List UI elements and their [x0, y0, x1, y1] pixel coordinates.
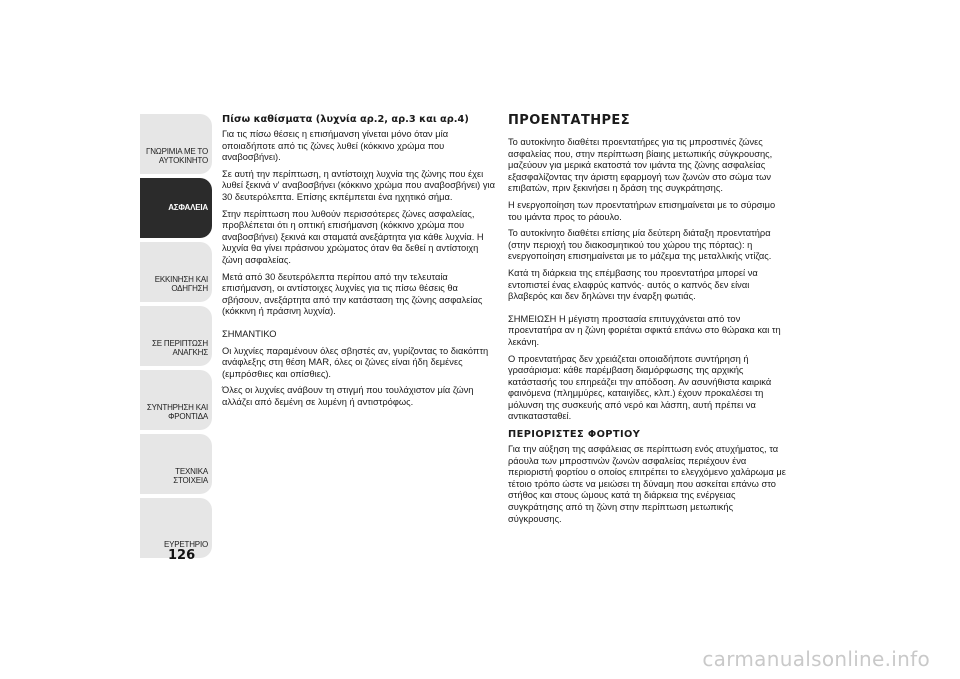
paragraph: Το αυτοκίνητο διαθέτει επίσης μία δεύτερη διάταξη προεντατήρα (στην περιοχή του διακοσμητικού του χώρου της πόρτας): η ενεργοποίηση επισημαίνεται με το μάζεμα της μεταλλικής ντίζας.	[508, 228, 772, 262]
watermark: carmanualsonline.info	[702, 647, 930, 671]
paragraph: Μετά από 30 δευτερόλεπτα περίπου από την τελευταία επισήμανση, οι αντίστοιχες λυχνίες για τις πίσω θέσεις θα σβήσουν, ανεξάρτητα από την κατάσταση της ζώνης ασφαλείας (κόκκινη ή πράσινη λυχνία).	[222, 271, 483, 317]
chapter-tab-label: ΑΣΦΑΛΕΙΑ	[168, 203, 208, 213]
chapter-tab-label: ΕΚΚΙΝΗΣΗ ΚΑΙ ΟΔΗΓΗΣΗ	[154, 274, 208, 294]
right-column	[508, 113, 786, 530]
paragraph: Το αυτοκίνητο διαθέτει προεντατήρες για τις μπροστινές ζώνες ασφαλείας που, στην περίπτωση βίαιης μετωπικής σύγκρουσης, μαζεύουν για μερικά εκατοστά τον ιμάντα της ζώνης ασφαλείας εξασφαλίζοντας την άριστη εφαρμογή των ζωνών στο σώμα των επιβατών, πριν ξεκινήσει η δράση της συγκράτησης.	[508, 137, 773, 194]
chapter-tab-starting-driving[interactable]	[140, 242, 212, 302]
paragraph: ΣΗΜΕΙΩΣΗ Η μέγιστη προστασία επιτυγχάνεται από τον προεντατήρα αν η ζώνη φοριέται σφικτά επάνω στο θώρακα και τη λεκάνη.	[508, 313, 781, 347]
chapter-tab-label: ΓΝΩΡΙΜΙΑ ΜΕ ΤΟ ΑΥΤΟΚΙΝΗΤΟ	[146, 146, 208, 166]
paragraph: Σε αυτή την περίπτωση, η αντίστοιχη λυχνία της ζώνης που έχει λυθεί ξεκινά ν' αναβοσβήνει (κόκκινο χρώμα που αναβοσβήνει) για 30 δευτερόλεπτα. Επίσης εκπέμπεται ένα ηχητικό σήμα.	[222, 168, 495, 202]
pretensioners-heading: ΠΡΟΕΝΤΑΤΗΡΕΣ	[508, 113, 630, 128]
paragraph: Στην περίπτωση που λυθούν περισσότερες ζώνες ασφαλείας, προβλέπεται ότι η οπτική επισήμανση (κόκκινο χρώμα που αναβοσβήνει) ξεκινά και σταματά ανεξάρτητα για κάθε λυχνία. Η λυχνία θα γίνει πράσινου χρώματος όταν θα δεθεί η αντίστοιχη ζώνη ασφαλείας.	[222, 208, 484, 265]
load-limiters-heading: ΠΕΡΙΟΡΙΣΤΕΣ ΦΟΡΤΙΟΥ	[508, 429, 641, 441]
important-note-label: ΣΗΜΑΝΤΙΚΟ	[222, 328, 277, 339]
chapter-tab-maintenance[interactable]	[140, 370, 212, 430]
paragraph: Ο προεντατήρας δεν χρειάζεται οποιαδήποτε συντήρηση ή γρασάρισμα: κάθε παρέμβαση διαμόρφωσης της αρχικής κατάστασής του επηρεάζει την απόδοση. Αν ασυνήθιστα καιρικά φαινόμενα (πλημμύρες, καταιγίδες, κλπ.) έχουν προκαλέσει τη μόλυνση της συσκευής από νερό και λάσπη, αυτή πρέπει να αντικατασταθεί.	[508, 353, 772, 422]
paragraph: Η ενεργοποίηση των προεντατήρων επισημαίνεται με το σύρσιμο του ιμάντα προς το ράουλο.	[508, 199, 776, 222]
paragraph: Για την αύξηση της ασφάλειας σε περίπτωση ενός ατυχήματος, τα ράουλα των μπροστινών ζωνών ασφαλείας περιέχουν ένα περιοριστή φορτίου ο οποίος επιτρέπει το ελεγχόμενο χαλάρωμα με τέτοιο τρόπο ώστε να μειώσει τη δύναμη που ασκείται επάνω στο στήθος και στους ώμους κατά τη διάρκεια της ενέργειας συγκράτησης από τη ζώνη στην περίπτωση μετωπικής σύγκρουσης.	[508, 444, 786, 524]
chapter-tab-label: ΣΕ ΠΕΡΙΠΤΩΣΗ ΑΝΑΓΚΗΣ	[152, 338, 208, 358]
chapter-tab-technical-data[interactable]	[140, 434, 212, 494]
paragraph: Κατά τη διάρκεια της επέμβασης του προεντατήρα μπορεί να εντοπιστεί ένας ελαφρύς καπνός· αυτός ο καπνός δεν είναι βλαβερός και δεν δηλώνει την έναρξη φωτιάς.	[508, 267, 758, 302]
chapter-tab-label: ΤΕΧΝΙΚΑ ΣΤΟΙΧΕΙΑ	[173, 466, 208, 486]
paragraph: Για τις πίσω θέσεις η επισήμανση γίνεται μόνο όταν μία οποιαδήποτε από τις ζώνες λυθεί (κόκκινο χρώμα που αναβοσβήνει).	[222, 129, 449, 163]
left-column	[222, 113, 496, 413]
page-number: 126	[168, 548, 196, 563]
chapter-tab-safety[interactable]	[140, 178, 212, 238]
paragraph: Όλες οι λυχνίες ανάβουν τη στιγμή που τουλάχιστον μία ζώνη αλλάζει από δεμένη σε λυμένη ή αντιστρόφως.	[222, 385, 474, 407]
chapter-tab-label: ΕΥΡΕΤΗΡΙΟ	[164, 540, 208, 550]
paragraph: Οι λυχνίες παραμένουν όλες σβηστές αν, γυρίζοντας το διακόπτη ανάφλεξης στη θέση MAR, όλες οι ζώνες είναι ήδη δεμένες (εμπρόσθιες και οπίσθιες).	[222, 345, 489, 379]
rear-seats-subheading: Πίσω καθίσματα (λυχνία αρ.2, αρ.3 και αρ.4)	[222, 114, 469, 125]
chapter-tab-emergency[interactable]	[140, 306, 212, 366]
chapter-tab-getting-to-know[interactable]	[140, 114, 212, 174]
chapter-tab-label: ΣΥΝΤΗΡΗΣΗ ΚΑΙ ΦΡΟΝΤΙΔΑ	[146, 402, 208, 422]
